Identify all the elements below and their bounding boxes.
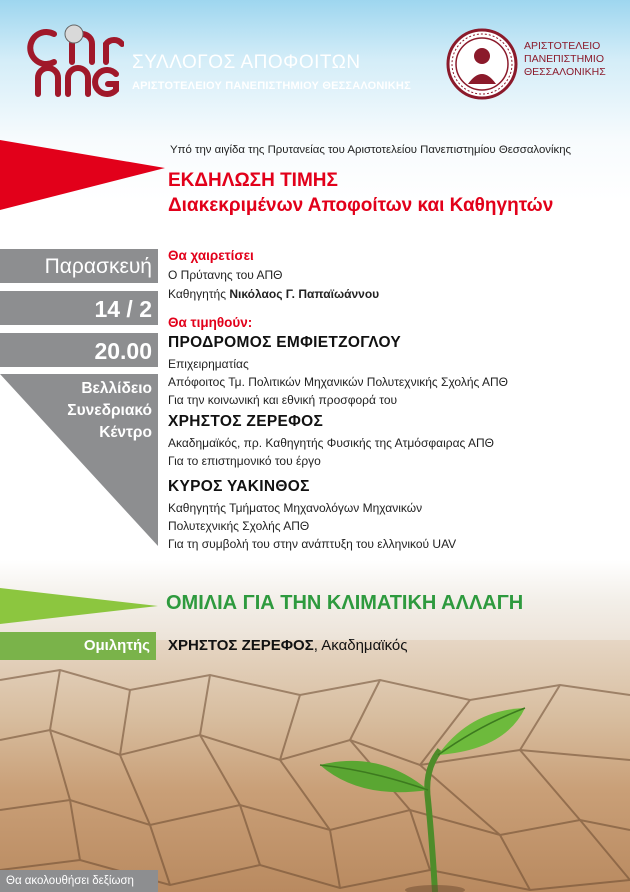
honoree-name: ΚΥΡΟΣ ΥΑΚΙΝΘΟΣ (168, 478, 310, 495)
venue-line-2: Συνεδριακό (67, 402, 152, 419)
red-wedge (0, 140, 170, 210)
university-seal-icon (446, 28, 518, 100)
association-title: ΣΥΛΛΟΓΟΣ ΑΠΟΦΟΙΤΩΝ (132, 52, 361, 73)
venue-line-3: Κέντρο (99, 424, 152, 441)
greeting-name: Νικόλαος Γ. Παπαϊωάννου (229, 287, 380, 301)
seedling-icon (300, 690, 540, 892)
honoree-line: Απόφοιτος Τμ. Πολιτικών Μηχανικών Πολυτεχνικής Σχολής ΑΠΘ (168, 375, 509, 389)
honoree-name: ΧΡΗΣΤΟΣ ΖΕΡΕΦΟΣ (168, 413, 324, 430)
venue-line-1: Βελλίδειο (81, 380, 152, 397)
honoree-line: Καθηγητής Τμήματος Μηχανολόγων Μηχανικών (168, 501, 423, 515)
green-wedge (0, 588, 160, 624)
university-line-3: ΘΕΣΣΑΛΟΝΙΚΗΣ (524, 66, 606, 78)
talk-title: ΟΜΙΛΙΑ ΓΙΑ ΤΗΝ ΚΛΙΜΑΤΙΚΗ ΑΛΛΑΓΗ (166, 592, 524, 614)
speaker-label: Ομιλητής (0, 632, 156, 660)
honoree-line: Για το επιστημονικό του έργο (168, 454, 321, 468)
honoree-line: Επιχειρηματίας (168, 357, 249, 371)
patronage-text: Υπό την αιγίδα της Πρυτανείας του Αριστοτελείου Πανεπιστημίου Θεσσαλονίκης (170, 144, 572, 156)
honoree-line: Ακαδημαϊκός, πρ. Καθηγητής Φυσικής της Ατμόσφαιρας ΑΠΘ (168, 436, 494, 450)
greeting-line: Ο Πρύτανης του ΑΠΘ (168, 268, 283, 282)
association-logo (24, 22, 124, 102)
university-name (524, 40, 606, 79)
date-bar: 14 / 2 (0, 291, 158, 325)
honoree-name: ΠΡΟΔΡΟΜΟΣ ΕΜΦΙΕΤΖΟΓΛΟΥ (168, 334, 402, 351)
honoree-line: Για τη συμβολή του στην ανάπτυξη του ελληνικού UAV (168, 537, 457, 551)
greeting-person (168, 287, 379, 301)
speaker (168, 637, 407, 654)
honorees-label: Θα τιμηθούν: (168, 315, 253, 330)
honoree-line: Για την κοινωνική και εθνική προσφορά του (168, 393, 398, 407)
university-line-1: ΑΡΙΣΤΟΤΕΛΕΙΟ (524, 40, 601, 52)
day-bar: Παρασκευή (0, 249, 158, 283)
speaker-role: , Ακαδημαϊκός (313, 637, 408, 654)
venue (60, 378, 152, 444)
greeting-title-prefix: Καθηγητής (168, 287, 227, 301)
event-name: Διακεκριμένων Αποφοίτων και Καθηγητών (168, 195, 554, 216)
university-line-2: ΠΑΝΕΠΙΣΤΗΜΙΟ (524, 53, 604, 65)
time-bar: 20.00 (0, 333, 158, 367)
speaker-name: ΧΡΗΣΤΟΣ ΖΕΡΕΦΟΣ (168, 637, 314, 654)
honoree-line: Πολυτεχνικής Σχολής ΑΠΘ (168, 519, 310, 533)
reception-note: Θα ακολουθήσει δεξίωση (0, 870, 158, 892)
association-subtitle: ΑΡΙΣΤΟΤΕΛΕΙΟΥ ΠΑΝΕΠΙΣΤΗΜΙΟΥ ΘΕΣΣΑΛΟΝΙΚΗΣ (132, 80, 411, 92)
event-type: ΕΚΔΗΛΩΣΗ ΤΙΜΗΣ (168, 170, 338, 191)
greeting-label: Θα χαιρετίσει (168, 248, 254, 263)
